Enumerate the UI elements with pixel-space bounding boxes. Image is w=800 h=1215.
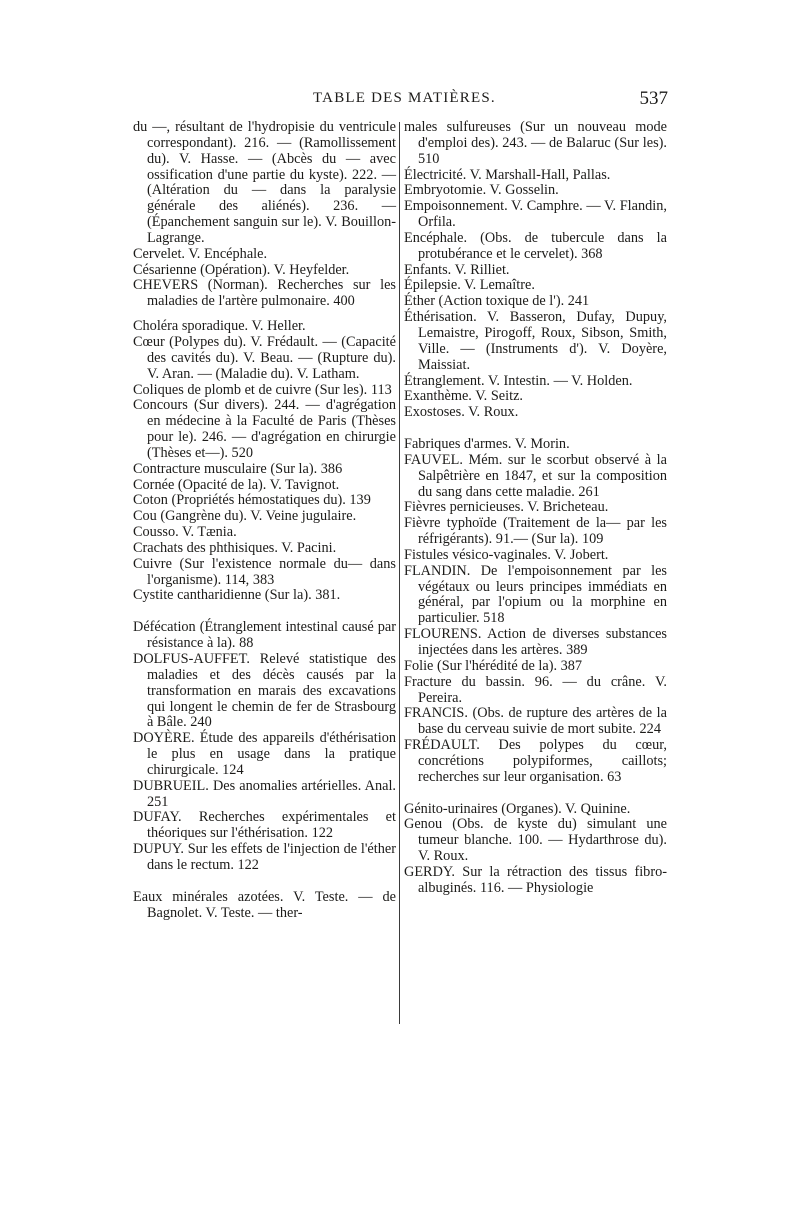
index-entry: Genou (Obs. de kyste du) simulant une tumeur blanche. 100. — Hydarthrose du). V. Roux.	[404, 816, 667, 865]
index-entry: Exanthème. V. Seitz.	[404, 388, 523, 405]
index-column-right	[404, 120, 667, 897]
index-entry: males sulfureuses (Sur un nouveau mode d'emploi des). 243. — de Balaruc (Sur les). 510	[404, 119, 667, 167]
index-entry: Choléra sporadique. V. Heller.	[133, 318, 306, 335]
index-entry: Cervelet. V. Encéphale.	[133, 245, 268, 262]
index-entry: Électricité. V. Marshall-Hall, Pallas.	[404, 166, 611, 183]
running-title: TABLE DES MATIÈRES.	[313, 90, 496, 106]
index-entry: du —, résultant de l'hydropisie du ventricule correspondant). 216. — (Ramollissement du). V. Hasse. — (Abcès du — avec ossification d'une partie du kyste). 222. — (Altération du — dans la paralysie générale des aliénés). 236. — (Épanchement sanguin sur le). V. Bouillon-Lagrange.	[133, 119, 396, 246]
index-entry: FRANCIS. (Obs. de rupture des artères de la base du cerveau suivie de mort subite. 224	[404, 705, 667, 738]
section-spacer	[133, 604, 396, 620]
index-entry: Cystite cantharidienne (Sur la). 381.	[133, 587, 341, 604]
index-entry: Césarienne (Opération). V. Heyfelder.	[133, 261, 350, 278]
index-entry: FAUVEL. Mém. sur le scorbut observé à la Salpêtrière en 1847, et sur la composition du sang dans cette maladie. 261	[404, 451, 667, 500]
index-entry: Crachats des phthisiques. V. Pacini.	[133, 539, 337, 556]
index-entry: Épilepsie. V. Lemaître.	[404, 277, 535, 294]
index-entry: Génito-urinaires (Organes). V. Quinine.	[404, 800, 631, 817]
index-entry: Contracture musculaire (Sur la). 386	[133, 460, 343, 477]
index-entry: Empoisonnement. V. Camphre. — V. Flandin, Orfila.	[404, 198, 667, 231]
page-header	[133, 88, 668, 110]
index-entry: Éthérisation. V. Basseron, Dufay, Dupuy, Lemaistre, Pirogoff, Roux, Sibson, Smith, Ville. — (Instruments d'). V. Doyère, Maissiat.	[404, 309, 667, 373]
column-divider	[399, 122, 400, 1024]
index-entry: Fracture du bassin. 96. — du crâne. V. Pereira.	[404, 673, 667, 706]
index-entry: DUBRUEIL. Des anomalies artérielles. Anal. 251	[133, 777, 396, 810]
index-entry: Étranglement. V. Intestin. — V. Holden.	[404, 372, 633, 389]
index-entry: Éther (Action toxique de l'). 241	[404, 293, 590, 310]
index-entry: Concours (Sur divers). 244. — d'agrégation en médecine à la Faculté de Paris (Thèses pour le). 246. — d'agrégation en chirurgie (Thèses et—). 520	[133, 397, 396, 461]
page-number: 537	[639, 88, 668, 109]
index-entry: DUPUY. Sur les effets de l'injection de l'éther dans le rectum. 122	[133, 841, 396, 873]
index-entry: Cousso. V. Tænia.	[133, 524, 237, 541]
section-spacer	[404, 786, 667, 802]
index-entry: Défécation (Étranglement intestinal causé par résistance à la). 88	[133, 619, 396, 652]
index-entry: DUFAY. Recherches expérimentales et théoriques sur l'éthérisation. 122	[133, 809, 396, 842]
index-entry: Enfants. V. Rilliet.	[404, 261, 510, 278]
index-entry: GERDY. Sur la rétraction des tissus fibro-albuginés. 116. — Physiologie	[404, 863, 667, 896]
index-entry: Cornée (Opacité de la). V. Tavignot.	[133, 476, 340, 493]
index-entry: DOYÈRE. Étude des appareils d'éthérisation le plus en usage dans la pratique chirurgicale. 124	[133, 730, 396, 778]
index-entry: FLOURENS. Action de diverses substances injectées dans les artères. 389	[404, 626, 667, 658]
index-entry: Fièvres pernicieuses. V. Bricheteau.	[404, 499, 609, 516]
index-entry: Coliques de plomb et de cuivre (Sur les). 113	[133, 381, 392, 398]
index-entry: Cuivre (Sur l'existence normale du— dans l'organisme). 114, 383	[133, 555, 396, 588]
index-entry: FLANDIN. De l'empoisonnement par les végétaux ou leurs principes immédiats en général, par l'opium ou la morphine en particulier. 518	[404, 562, 667, 627]
index-entry: Embryotomie. V. Gosselin.	[404, 182, 559, 199]
index-entry: Eaux minérales azotées. V. Teste. — de Bagnolet. V. Teste. — ther-	[133, 888, 396, 921]
index-entry: Encéphale. (Obs. de tubercule dans la protubérance et le cervelet). 368	[404, 229, 667, 262]
index-entry: Fièvre typhoïde (Traitement de la— par les réfrigérants). 91.— (Sur la). 109	[404, 515, 667, 548]
index-entry: Coton (Propriétés hémostatiques du). 139	[133, 492, 371, 509]
index-entry: FRÉDAULT. Des polypes du cœur, concrétions polypiformes, caillots; recherches sur leur organisation. 63	[404, 737, 667, 785]
index-entry: CHEVERS (Norman). Recherches sur les maladies de l'artère pulmonaire. 400	[133, 277, 396, 310]
section-spacer	[133, 874, 396, 890]
index-entry: Fistules vésico-vaginales. V. Jobert.	[404, 546, 609, 563]
index-entry: Cœur (Polypes du). V. Frédault. — (Capacité des cavités du). V. Beau. — (Rupture du). V. Aran. — (Maladie du). V. Latham.	[133, 333, 396, 382]
index-entry: Fabriques d'armes. V. Morin.	[404, 436, 570, 453]
index-entry: Exostoses. V. Roux.	[404, 404, 519, 421]
index-column-left	[133, 120, 396, 922]
section-spacer	[404, 421, 667, 437]
index-entry: DOLFUS-AUFFET. Relevé statistique des maladies et des décès causés par la transformation en marais des excavations qui longent le chemin de fer de Strasbourg à Bâle. 240	[133, 651, 396, 731]
index-entry: Cou (Gangrène du). V. Veine jugulaire.	[133, 508, 357, 525]
index-entry: Folie (Sur l'hérédité de la). 387	[404, 657, 583, 674]
